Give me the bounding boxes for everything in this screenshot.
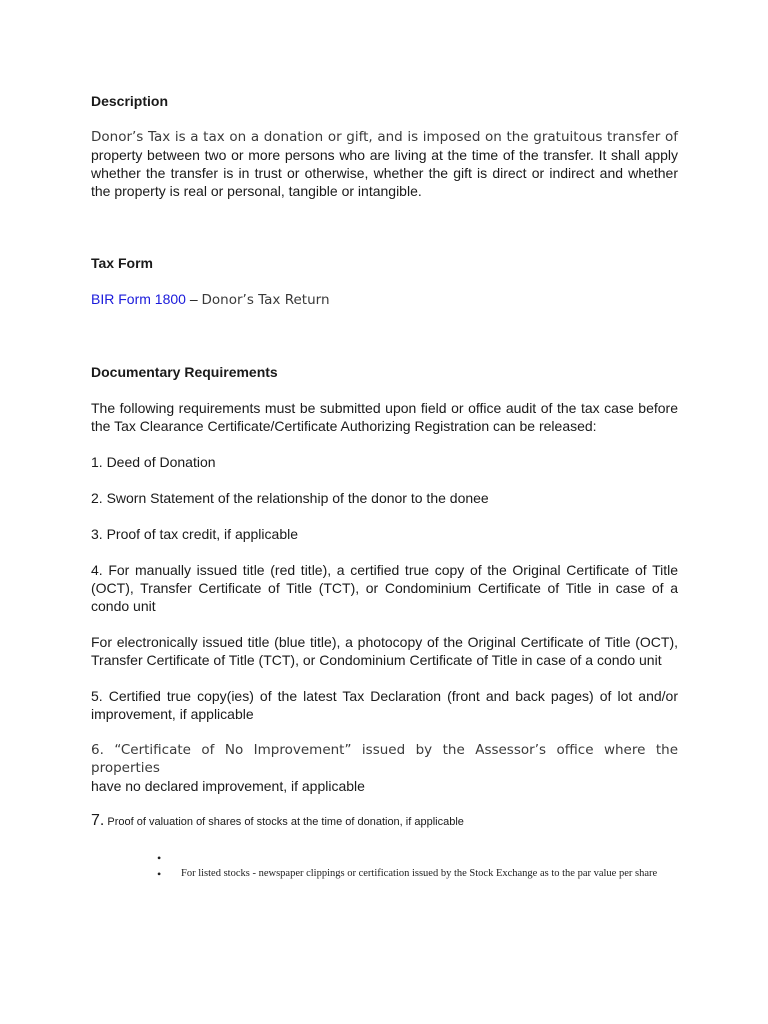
requirement-item: 4. For manually issued title (red title), a certified true copy of the Original Certificate of Title (OCT), Transfer Certificate of Title (TCT), or Condominium Certificate of Title in case of a condo unit: [91, 562, 678, 614]
bullet-item-empty: [157, 851, 677, 865]
tax-form-dash: –: [185, 291, 202, 307]
requirements-heading: Documentary Requirements: [91, 364, 278, 380]
requirements-intro: The following requirements must be submitted upon field or office audit of the tax case before the Tax Clearance Certificate/Certificate Authorizing Registration can be released:: [91, 400, 678, 434]
tax-form-title: Donor’s Tax Return: [201, 292, 330, 308]
bullet-text: For listed stocks - newspaper clippings or certification issued by the Stock Exchange as to the par value per share: [181, 868, 658, 879]
description-paragraph: [91, 128, 678, 200]
requirement-6-rest: have no declared improvement, if applicable: [91, 778, 365, 794]
description-body: property between two or more persons who are living at the time of the transfer. It shall apply whether the transfer is in trust or otherwise, whether the gift is direct or indirect and whether the property is real or personal, tangible or intangible.: [91, 147, 678, 199]
requirement-item: 5. Certified true copy(ies) of the latest Tax Declaration (front and back pages) of lot and/or improvement, if applicable: [91, 688, 678, 722]
tax-form-heading: Tax Form: [91, 255, 153, 271]
requirement-item-7: [91, 811, 678, 831]
requirement-7-text: Proof of valuation of shares of stocks at the time of donation, if applicable: [104, 816, 464, 828]
requirement-item: 1. Deed of Donation: [91, 454, 216, 470]
requirement-item: 3. Proof of tax credit, if applicable: [91, 526, 298, 542]
bullet-icon: •: [157, 851, 162, 865]
requirement-7-number: 7.: [91, 812, 105, 829]
document-page: [91, 92, 678, 881]
bullet-item-listed-stocks: [157, 867, 677, 881]
description-first-line: Donor’s Tax is a tax on a donation or gift, and is imposed on the gratuitous transfer of: [91, 129, 678, 145]
requirement-item-6: [91, 741, 678, 795]
bullet-icon: •: [157, 867, 162, 881]
stock-bullet-list: [157, 851, 677, 881]
tax-form-line: [91, 290, 678, 309]
requirement-item: 2. Sworn Statement of the relationship of the donor to the donee: [91, 490, 489, 506]
requirement-item: For electronically issued title (blue title), a photocopy of the Original Certificate of Title (OCT), Transfer Certificate of Title (TCT), or Condominium Certificate of Title in case of a condo unit: [91, 634, 678, 668]
bir-form-1800-link[interactable]: BIR Form 1800: [91, 291, 186, 307]
description-heading: Description: [91, 93, 169, 109]
requirement-6-first-line: 6. “Certificate of No Improvement” issued by the Assessor’s office where the properties: [91, 742, 678, 776]
